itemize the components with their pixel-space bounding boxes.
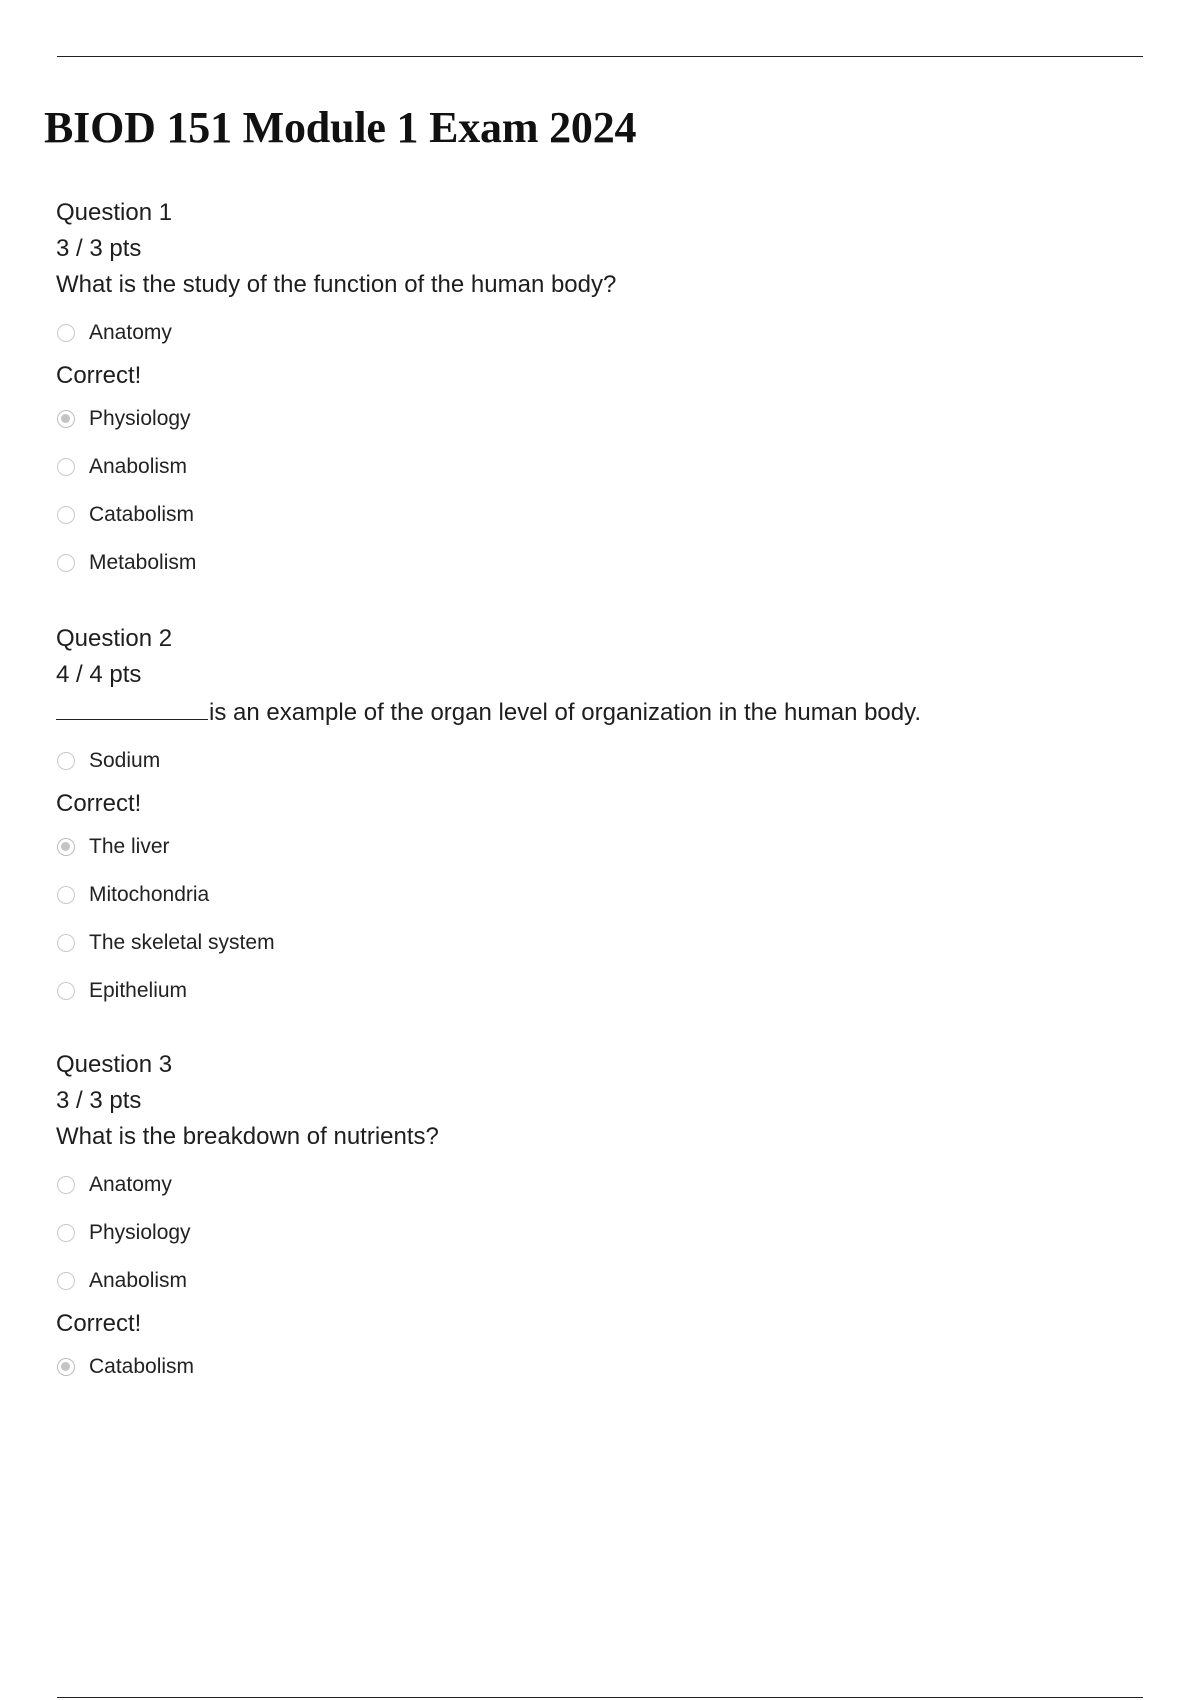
question-points: 3 / 3 pts [56,1087,142,1114]
radio-button[interactable] [57,934,75,952]
correct-indicator: Correct! [56,362,142,389]
fill-in-blank [56,693,208,720]
question-text [56,693,1146,731]
question-2 [56,621,1146,1015]
question-label: Question 2 [56,625,173,652]
question-points: 3 / 3 pts [56,235,142,262]
question-points: 4 / 4 pts [56,661,142,688]
answer-label: Anatomy [89,1173,172,1196]
answer-label: Mitochondria [89,883,210,906]
answer-option-correct[interactable] [56,1343,1146,1391]
correct-indicator: Correct! [56,1310,142,1337]
radio-button[interactable] [57,982,75,1000]
radio-button[interactable] [57,752,75,770]
answer-label: Anabolism [89,1269,188,1292]
radio-button-selected[interactable] [57,410,75,428]
answer-option[interactable] [56,1257,1146,1305]
answer-label: Physiology [89,407,191,430]
question-label: Question 3 [56,1051,173,1078]
radio-button-selected[interactable] [57,1358,75,1376]
answer-label: Catabolism [89,503,195,526]
answer-option[interactable] [56,967,1146,1015]
question-text-body: is an example of the organ level of organization in the human body. [209,699,922,726]
radio-button[interactable] [57,458,75,476]
answer-option-correct[interactable] [56,395,1146,443]
answer-label: Physiology [89,1221,191,1244]
radio-button[interactable] [57,1176,75,1194]
radio-button[interactable] [57,324,75,342]
answer-option[interactable] [56,491,1146,539]
radio-button[interactable] [57,554,75,572]
answer-option[interactable] [56,539,1146,587]
top-divider [57,56,1143,57]
radio-button-selected[interactable] [57,838,75,856]
radio-button[interactable] [57,886,75,904]
radio-button[interactable] [57,506,75,524]
answer-option-correct[interactable] [56,823,1146,871]
question-3 [56,1047,1146,1391]
question-text: What is the breakdown of nutrients? [56,1123,439,1150]
answer-label: Epithelium [89,979,188,1002]
answer-option[interactable] [56,737,1146,785]
answer-option[interactable] [56,443,1146,491]
answer-label: Metabolism [89,551,197,574]
answer-label: Anatomy [89,321,172,344]
answer-option[interactable] [56,1161,1146,1209]
answer-label: The skeletal system [89,931,275,954]
bottom-divider [57,1697,1143,1698]
question-label: Question 1 [56,199,173,226]
radio-button[interactable] [57,1272,75,1290]
answer-label: Anabolism [89,455,188,478]
answer-label: Catabolism [89,1355,195,1378]
answer-option[interactable] [56,1209,1146,1257]
question-text: What is the study of the function of the human body? [56,271,617,298]
radio-button[interactable] [57,1224,75,1242]
answer-label: The liver [89,835,170,858]
question-1 [56,195,1146,587]
answer-label: Sodium [89,749,161,772]
answer-option[interactable] [56,309,1146,357]
correct-indicator: Correct! [56,790,142,817]
answer-option[interactable] [56,919,1146,967]
document-title: BIOD 151 Module 1 Exam 2024 [44,103,637,152]
answer-option[interactable] [56,871,1146,919]
